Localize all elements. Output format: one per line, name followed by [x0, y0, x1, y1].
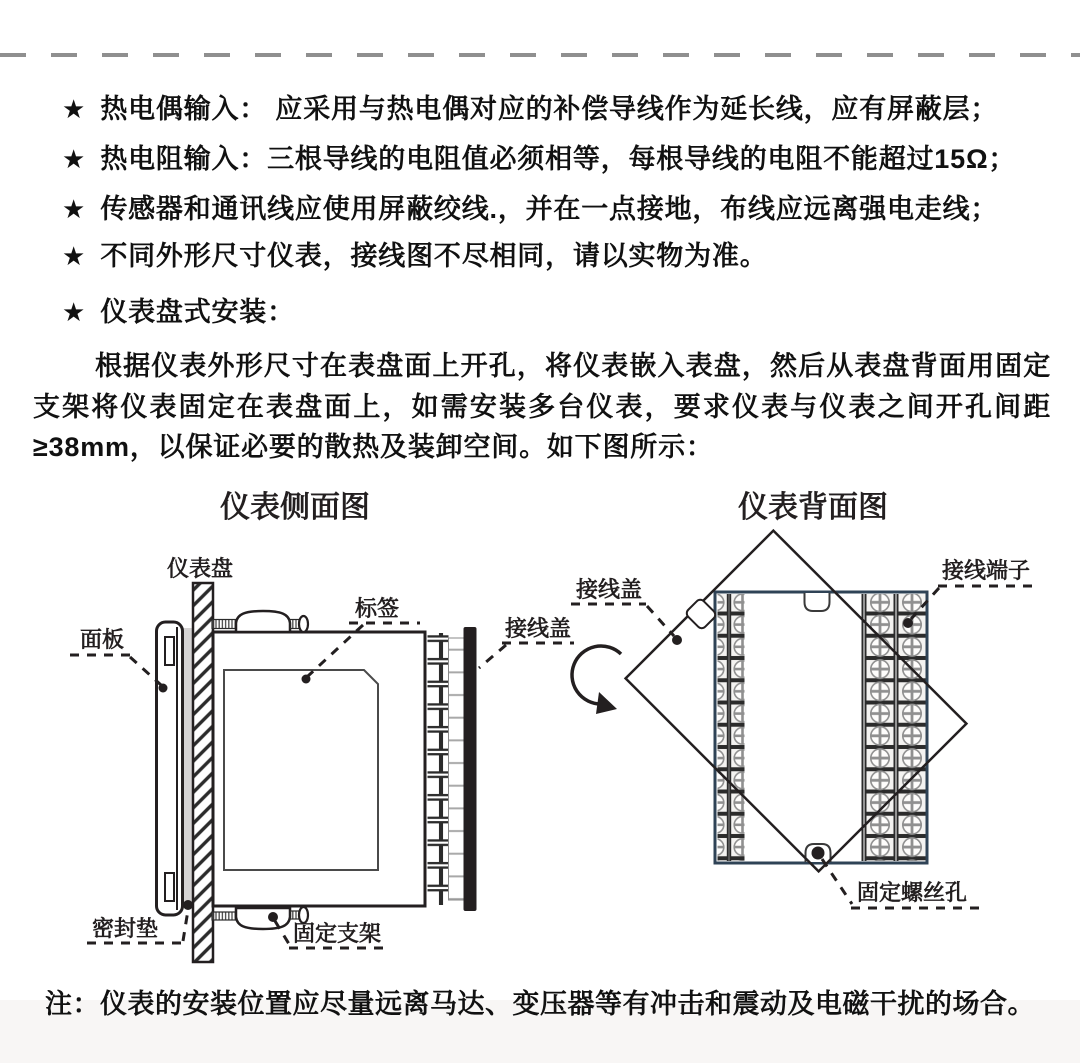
rotation-arrow-head: [596, 692, 617, 714]
side-view-diagram: [70, 490, 574, 962]
star-bullet-icon: ★: [62, 194, 86, 224]
bullet-text: 仪表盘式安装：: [100, 297, 295, 327]
leader-terminal-cover-side: [479, 643, 574, 668]
leader-dot-sticker: [302, 675, 311, 684]
bottom-screw-thread: [212, 912, 236, 920]
bottom-screw-shaft: [290, 911, 299, 919]
bullet-text: 热电偶输入： 应采用与热电偶对应的补偿导线作为延长线，应有屏蔽层；: [100, 94, 999, 124]
label-screw-hole: 固定螺丝孔: [857, 880, 968, 905]
panel-board-shape: [193, 583, 213, 962]
leader-front-panel: [70, 655, 161, 685]
label-terminal-cover-side: 接线盖: [505, 616, 572, 641]
sticker-area: [224, 670, 378, 870]
terminal-column-right-2: [894, 594, 926, 861]
front-panel-slot-bottom: [165, 873, 174, 901]
star-bullet-icon: ★: [62, 297, 86, 327]
bullet-thermocouple: [62, 92, 998, 126]
bullet-rtd: [62, 142, 1016, 176]
front-panel-slot-top: [165, 637, 174, 665]
star-bullet-icon: ★: [62, 144, 86, 174]
bullet-text: 传感器和通讯线应使用屏蔽绞线.，并在一点接地，布线应远离强电走线；: [100, 194, 999, 224]
bottom-bracket: [236, 908, 290, 929]
back-view-title: 仪表背面图: [738, 490, 888, 525]
bullet-dimensions: [62, 239, 768, 273]
label-sticker: 标签: [355, 596, 400, 621]
terminal-ladder-2: [449, 638, 465, 900]
fixing-screw-dot: [812, 847, 825, 860]
top-screw-thread: [212, 620, 236, 629]
page-top-dashed-divider: [0, 53, 1080, 57]
top-bracket: [236, 611, 290, 632]
label-terminal-cover-back: 接线盖: [576, 577, 643, 602]
label-bracket: 固定支架: [293, 921, 382, 946]
leader-dot-terminal-block: [903, 618, 913, 628]
top-screw-shaft: [290, 620, 299, 629]
bullet-text: 热电阻输入：三根导线的电阻值必须相等，每根导线的电阻不能超过15Ω；: [100, 144, 1017, 174]
terminal-cover-bar: [464, 627, 477, 911]
bullet-text: 不同外形尺寸仪表，接线图不尽相同，请以实物为准。: [100, 241, 768, 271]
install-paragraph: 根据仪表外形尺寸在表盘面上开孔，将仪表嵌入表盘，然后从表盘背面用固定支架将仪表固定在表盘面上，如需安装多台仪表，要求仪表与仪表之间开孔间距≥38mm，以保证必要的散热及装卸空间。如下图所示：: [33, 351, 1051, 462]
star-bullet-icon: ★: [62, 94, 86, 124]
label-panel-board: 仪表盘: [167, 556, 234, 581]
side-view-title: 仪表侧面图: [220, 490, 370, 525]
bullet-panel-mount-heading: [62, 295, 295, 329]
leader-terminal-cover-back: [571, 604, 674, 636]
leader-dot-bracket: [268, 912, 278, 922]
leader-terminal-block: [911, 586, 1038, 619]
leader-dot-front-panel: [159, 684, 168, 693]
leader-dot-terminal-cover-back: [672, 635, 682, 645]
label-gasket: 密封垫: [92, 916, 159, 941]
installation-diagrams: [0, 480, 1080, 980]
terminal-column-left: [718, 594, 745, 861]
top-notch: [805, 593, 830, 611]
bullet-sensor-wiring: [62, 192, 998, 226]
star-bullet-icon: ★: [62, 241, 86, 271]
label-front-panel: 面板: [80, 627, 125, 652]
cover-corner-tab: [685, 598, 718, 631]
rotation-arrow-arc: [572, 646, 621, 704]
top-screw-head: [299, 616, 308, 632]
leader-dot-gasket: [183, 900, 193, 910]
label-terminal-block: 接线端子: [942, 558, 1031, 583]
bottom-note: 注：仪表的安装位置应尽量远离马达、变压器等有冲击和震动及电磁干扰的场合。: [45, 989, 1035, 1019]
terminal-ladder: [428, 633, 449, 905]
back-view-diagram: [571, 490, 1038, 908]
